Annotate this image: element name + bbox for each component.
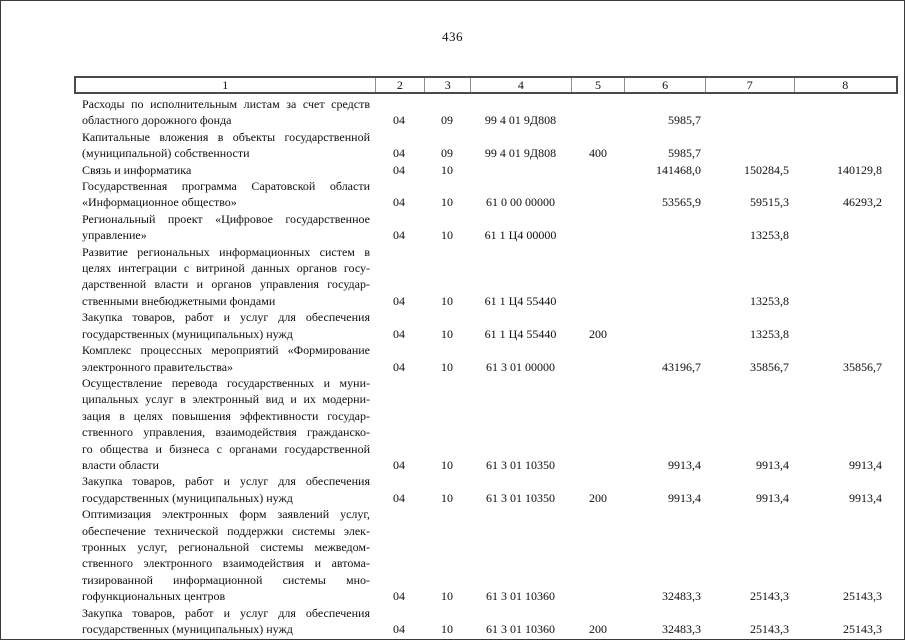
c3-cell: 10 — [441, 457, 453, 472]
c5-cell: 400 — [589, 146, 607, 161]
c4-cell: 61 3 01 10360 — [486, 589, 555, 604]
c2-cell: 04 — [393, 195, 405, 210]
column-header-1: 1 — [222, 78, 229, 92]
name-cell — [74, 129, 374, 162]
column-header-8: 8 — [794, 78, 897, 92]
c2-cell: 04 — [393, 326, 405, 341]
name-line: зация в целях повышения эффективности государ- — [82, 408, 370, 423]
c6-cell: 43196,7 — [662, 359, 701, 374]
column-header-2: 2 — [375, 78, 425, 92]
c4-cell: 99 4 01 9Д808 — [484, 146, 557, 161]
c6-cell: 9913,4 — [668, 457, 701, 472]
table-row — [74, 96, 898, 129]
table-row — [74, 506, 898, 604]
name-line: дарственной власти и органов управления государ- — [82, 277, 370, 292]
c3-cell: 09 — [441, 113, 453, 128]
table-row — [74, 309, 898, 342]
c2-cell: 04 — [393, 293, 405, 308]
c7-cell: 13253,8 — [750, 228, 789, 243]
c3-cell: 10 — [441, 326, 453, 341]
name-line: тронных услуг, региональной системы межведом- — [82, 539, 370, 554]
name-cell — [74, 605, 374, 638]
c3-cell: 10 — [441, 293, 453, 308]
c6-cell: 9913,4 — [668, 490, 701, 505]
table-row — [74, 375, 898, 473]
c7-cell: 9913,4 — [756, 457, 789, 472]
name-line: Осуществление перевода государственных и муни- — [82, 375, 370, 390]
name-line: Закупка товаров, работ и услуг для обеспечения — [82, 474, 370, 489]
table-body — [74, 96, 898, 637]
c4-cell: 61 1 Ц4 55440 — [484, 326, 557, 341]
table-row — [74, 605, 898, 638]
c2-cell: 04 — [393, 359, 405, 374]
name-line: ственного электронного взаимодействия и автома- — [82, 556, 370, 571]
name-line: (муниципальной) собственности — [82, 146, 250, 161]
name-line: Оптимизация электронных форм заявлений услуг, — [82, 507, 370, 522]
c6-cell: 5985,7 — [668, 113, 701, 128]
c2-cell: 04 — [393, 228, 405, 243]
c4-cell: 61 3 01 10350 — [486, 457, 555, 472]
name-cell — [74, 211, 374, 244]
c6-cell: 5985,7 — [668, 146, 701, 161]
name-line: ственного управления, взаимодействия гражданско- — [82, 425, 370, 440]
name-line: обеспечение технической поддержки системы элек- — [82, 523, 370, 538]
c3-cell: 09 — [441, 146, 453, 161]
name-line: Региональный проект «Цифровое государственное — [82, 211, 370, 226]
c8-cell: 25143,3 — [843, 622, 882, 636]
name-line: Развитие региональных информационных систем в — [82, 244, 370, 259]
name-line: электронного правительства» — [82, 359, 234, 374]
c3-cell: 10 — [441, 195, 453, 210]
name-line: «Информационное общество» — [82, 195, 237, 210]
c2-cell: 04 — [393, 146, 405, 161]
table-row — [74, 342, 898, 375]
name-cell — [74, 178, 374, 211]
name-line: управление» — [82, 228, 147, 243]
table-row — [74, 178, 898, 211]
name-line: Государственная программа Саратовской области — [82, 179, 370, 194]
name-cell — [74, 506, 374, 604]
table-header-row — [74, 76, 898, 94]
column-header-4: 4 — [470, 78, 571, 92]
c6-cell: 32483,3 — [662, 622, 701, 636]
name-line: областного дорожного фонда — [82, 113, 232, 128]
name-line: Закупка товаров, работ и услуг для обеспечения — [82, 310, 370, 325]
c4-cell: 61 1 Ц4 55440 — [484, 293, 557, 308]
c4-cell: 99 4 01 9Д808 — [484, 113, 557, 128]
name-line: государственных (муниципальных) нужд — [82, 622, 293, 636]
c3-cell: 10 — [441, 589, 453, 604]
c7-cell: 35856,7 — [750, 359, 789, 374]
c4-cell: 61 3 01 10350 — [486, 490, 555, 505]
name-line: целях интеграции с витриной данных органов госу- — [82, 261, 370, 276]
table-row — [74, 162, 898, 178]
c2-cell: 04 — [393, 589, 405, 604]
c5-cell: 200 — [589, 622, 607, 636]
budget-table — [74, 76, 898, 637]
c7-cell: 13253,8 — [750, 326, 789, 341]
name-line: тизированной информационной системы мно- — [82, 572, 370, 587]
name-line: власти области — [82, 457, 159, 472]
c8-cell: 25143,3 — [843, 589, 882, 604]
name-cell — [74, 162, 374, 178]
c7-cell: 25143,3 — [750, 622, 789, 636]
column-header-5: 5 — [571, 78, 625, 92]
table-row — [74, 129, 898, 162]
c8-cell: 9913,4 — [849, 457, 882, 472]
table-row — [74, 211, 898, 244]
c3-cell: 10 — [441, 162, 453, 177]
c4-cell: 61 0 00 00000 — [486, 195, 555, 210]
c3-cell: 10 — [441, 228, 453, 243]
c3-cell: 10 — [441, 359, 453, 374]
c8-cell: 35856,7 — [843, 359, 882, 374]
column-header-6: 6 — [624, 78, 705, 92]
c5-cell: 200 — [589, 490, 607, 505]
name-line: Расходы по исполнительным листам за счет средств — [82, 97, 370, 111]
c8-cell: 140129,8 — [837, 162, 882, 177]
name-cell — [74, 375, 374, 473]
column-header-7: 7 — [705, 78, 794, 92]
c3-cell: 10 — [441, 490, 453, 505]
name-cell — [74, 342, 374, 375]
c4-cell: 61 1 Ц4 00000 — [484, 228, 557, 243]
c8-cell: 46293,2 — [843, 195, 882, 210]
c7-cell: 13253,8 — [750, 293, 789, 308]
table-row — [74, 244, 898, 310]
c7-cell: 25143,3 — [750, 589, 789, 604]
name-line: ственными внебюджетными фондами — [82, 293, 276, 308]
name-cell — [74, 96, 374, 129]
page-number: 436 — [442, 29, 463, 44]
c2-cell: 04 — [393, 457, 405, 472]
c7-cell: 150284,5 — [744, 162, 789, 177]
name-line: государственных (муниципальных) нужд — [82, 326, 293, 341]
c4-cell: 61 3 01 00000 — [486, 359, 555, 374]
c6-cell: 32483,3 — [662, 589, 701, 604]
name-line: го общества и бизнеса с органами государственной — [82, 441, 370, 456]
name-line: Комплекс процессных мероприятий «Формирование — [82, 343, 370, 358]
column-header-3: 3 — [424, 78, 470, 92]
name-line: Капитальные вложения в объекты государственной — [82, 129, 370, 144]
c7-cell: 59515,3 — [750, 195, 789, 210]
c2-cell: 04 — [393, 113, 405, 128]
name-line: Закупка товаров, работ и услуг для обеспечения — [82, 605, 370, 620]
name-line: Связь и информатика — [82, 162, 192, 177]
name-line: ципальных услуг в электронный вид и их модерни- — [82, 392, 370, 407]
name-cell — [74, 309, 374, 342]
name-cell — [74, 473, 374, 506]
c4-cell: 61 3 01 10360 — [486, 622, 555, 636]
c3-cell: 10 — [441, 622, 453, 636]
c7-cell: 9913,4 — [756, 490, 789, 505]
name-cell — [74, 244, 374, 310]
c2-cell: 04 — [393, 162, 405, 177]
c8-cell: 9913,4 — [849, 490, 882, 505]
c2-cell: 04 — [393, 490, 405, 505]
c6-cell: 53565,9 — [662, 195, 701, 210]
name-line: гофункциональных центров — [82, 589, 226, 604]
table-row — [74, 473, 898, 506]
c2-cell: 04 — [393, 622, 405, 636]
c6-cell: 141468,0 — [656, 162, 701, 177]
name-line: государственных (муниципальных) нужд — [82, 490, 293, 505]
c5-cell: 200 — [589, 326, 607, 341]
